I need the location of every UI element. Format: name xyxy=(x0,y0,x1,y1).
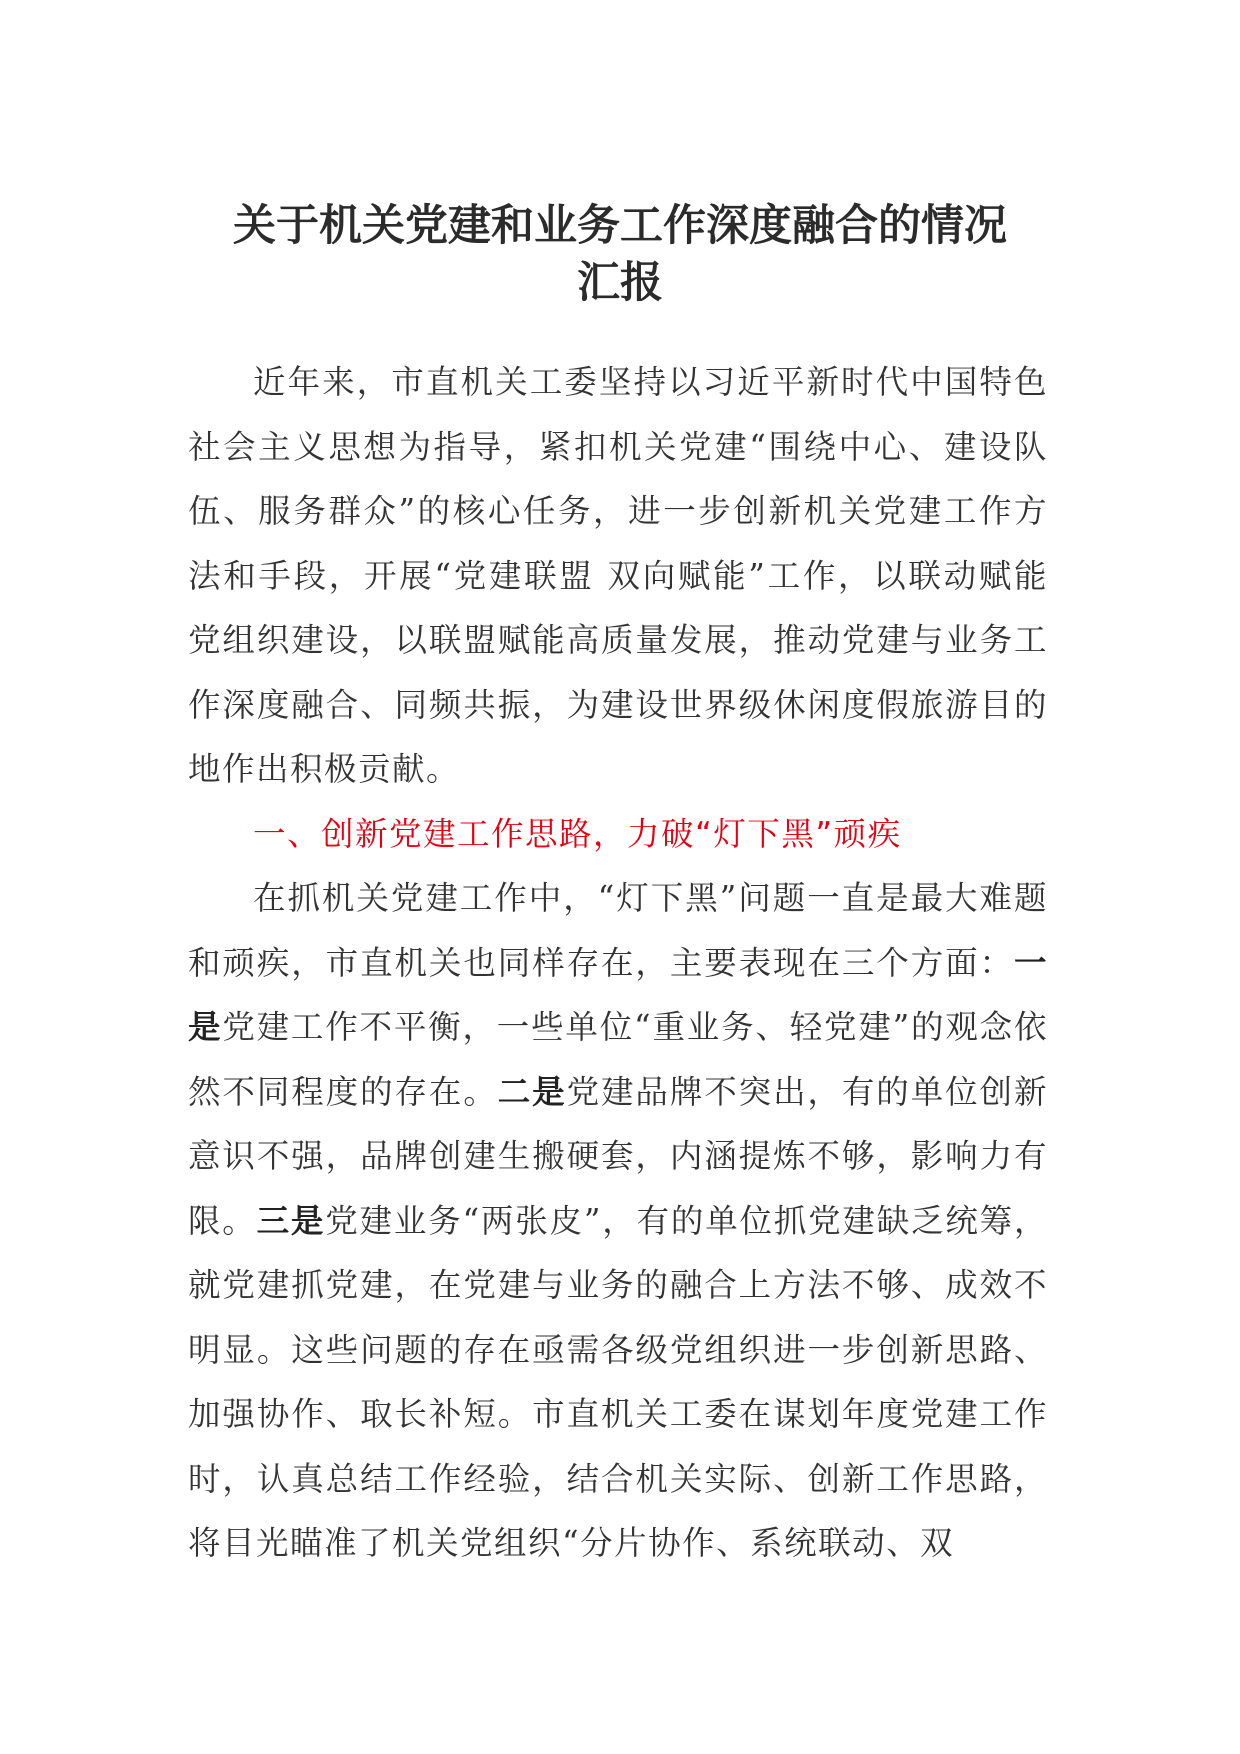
section-1-text-part3: 党建品牌不突出，有的单位创新意识不强，品牌创建生搬硬套，内涵提炼不够，影响力有限。 xyxy=(188,1072,1048,1240)
title-line-1: 关于机关党建和业务工作深度融合的情况 xyxy=(233,201,1007,251)
document-body xyxy=(188,350,1048,1576)
section-1-text-part4: 党建业务“两张皮”，有的单位抓党建缺乏统筹，就党建抓党建，在党建与业务的融合上方法不够、成效不明显。这些问题的存在亟需各级党组织进一步创新思路、加强协作、取长补短。市直机关工委在谋划年度党建工作时，认真总结工作经验，结合机关实际、创新工作思路，将目光瞄准了机关党组织“分片协作、系统联动、双 xyxy=(188,1201,1048,1562)
section-1-heading: 一、创新党建工作思路，力破“灯下黑”顽疾 xyxy=(253,814,902,853)
document-title xyxy=(180,198,1060,312)
point-label-3: 三是 xyxy=(256,1201,326,1240)
title-line-2: 汇报 xyxy=(577,258,663,308)
section-1-text-part2: 党建工作不平衡，一些单位“重业务、轻党建”的观念依然不同程度的存在。 xyxy=(188,1008,1048,1111)
section-1-paragraph xyxy=(188,866,1048,1576)
intro-paragraph: 近年来，市直机关工委坚持以习近平新时代中国特色社会主义思想为指导，紧扣机关党建“围绕中心、建设队伍、服务群众”的核心任务，进一步创新机关党建工作方法和手段，开展“党建联盟 双向赋能”工作，以联动赋能党组织建设，以联盟赋能高质量发展，推动党建与业务工作深度融合、同频共振，为建设世界级休闲度假旅游目的地作出积极贡献。 xyxy=(188,363,1048,788)
point-label-2: 二是 xyxy=(497,1072,567,1111)
point-label-1: 一是 xyxy=(188,943,1048,1046)
section-1-text-part1: 在抓机关党建工作中，“灯下黑”问题一直是最大难题和顽疾，市直机关也同样存在，主要表现在三个方面： xyxy=(188,879,1048,982)
